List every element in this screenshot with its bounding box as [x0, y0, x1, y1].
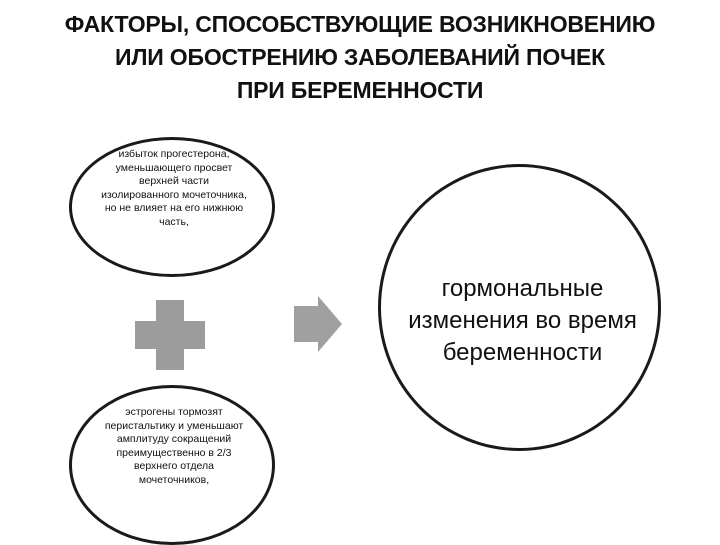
- hormonal-changes-circle: [378, 164, 661, 451]
- progesterone-text: избыток прогестерона, уменьшающего просвет верхней части изолированного мочеточника, но не влияет на его нижнюю часть,: [101, 148, 247, 228]
- arrow-right-icon: [292, 294, 344, 354]
- plus-icon: [133, 298, 207, 372]
- hormonal-changes-text: гормональные изменения во время беременности: [408, 275, 637, 366]
- estrogens-text: эстрогены тормозят перистальтику и уменьшают амплитуду сокращений преимущественно в 2/3 верхнего отдела мочеточников,: [104, 406, 244, 486]
- title-line-2: ИЛИ ОБОСТРЕНИЮ ЗАБОЛЕВАНИЙ ПОЧЕК: [115, 44, 605, 70]
- estrogens-circle: [69, 385, 275, 545]
- title-line-1: ФАКТОРЫ, СПОСОБСТВУЮЩИЕ ВОЗНИКНОВЕНИЮ: [64, 11, 656, 37]
- page-title: [20, 8, 700, 107]
- progesterone-circle: [69, 137, 275, 277]
- title-line-3: ПРИ БЕРЕМЕННОСТИ: [236, 77, 484, 103]
